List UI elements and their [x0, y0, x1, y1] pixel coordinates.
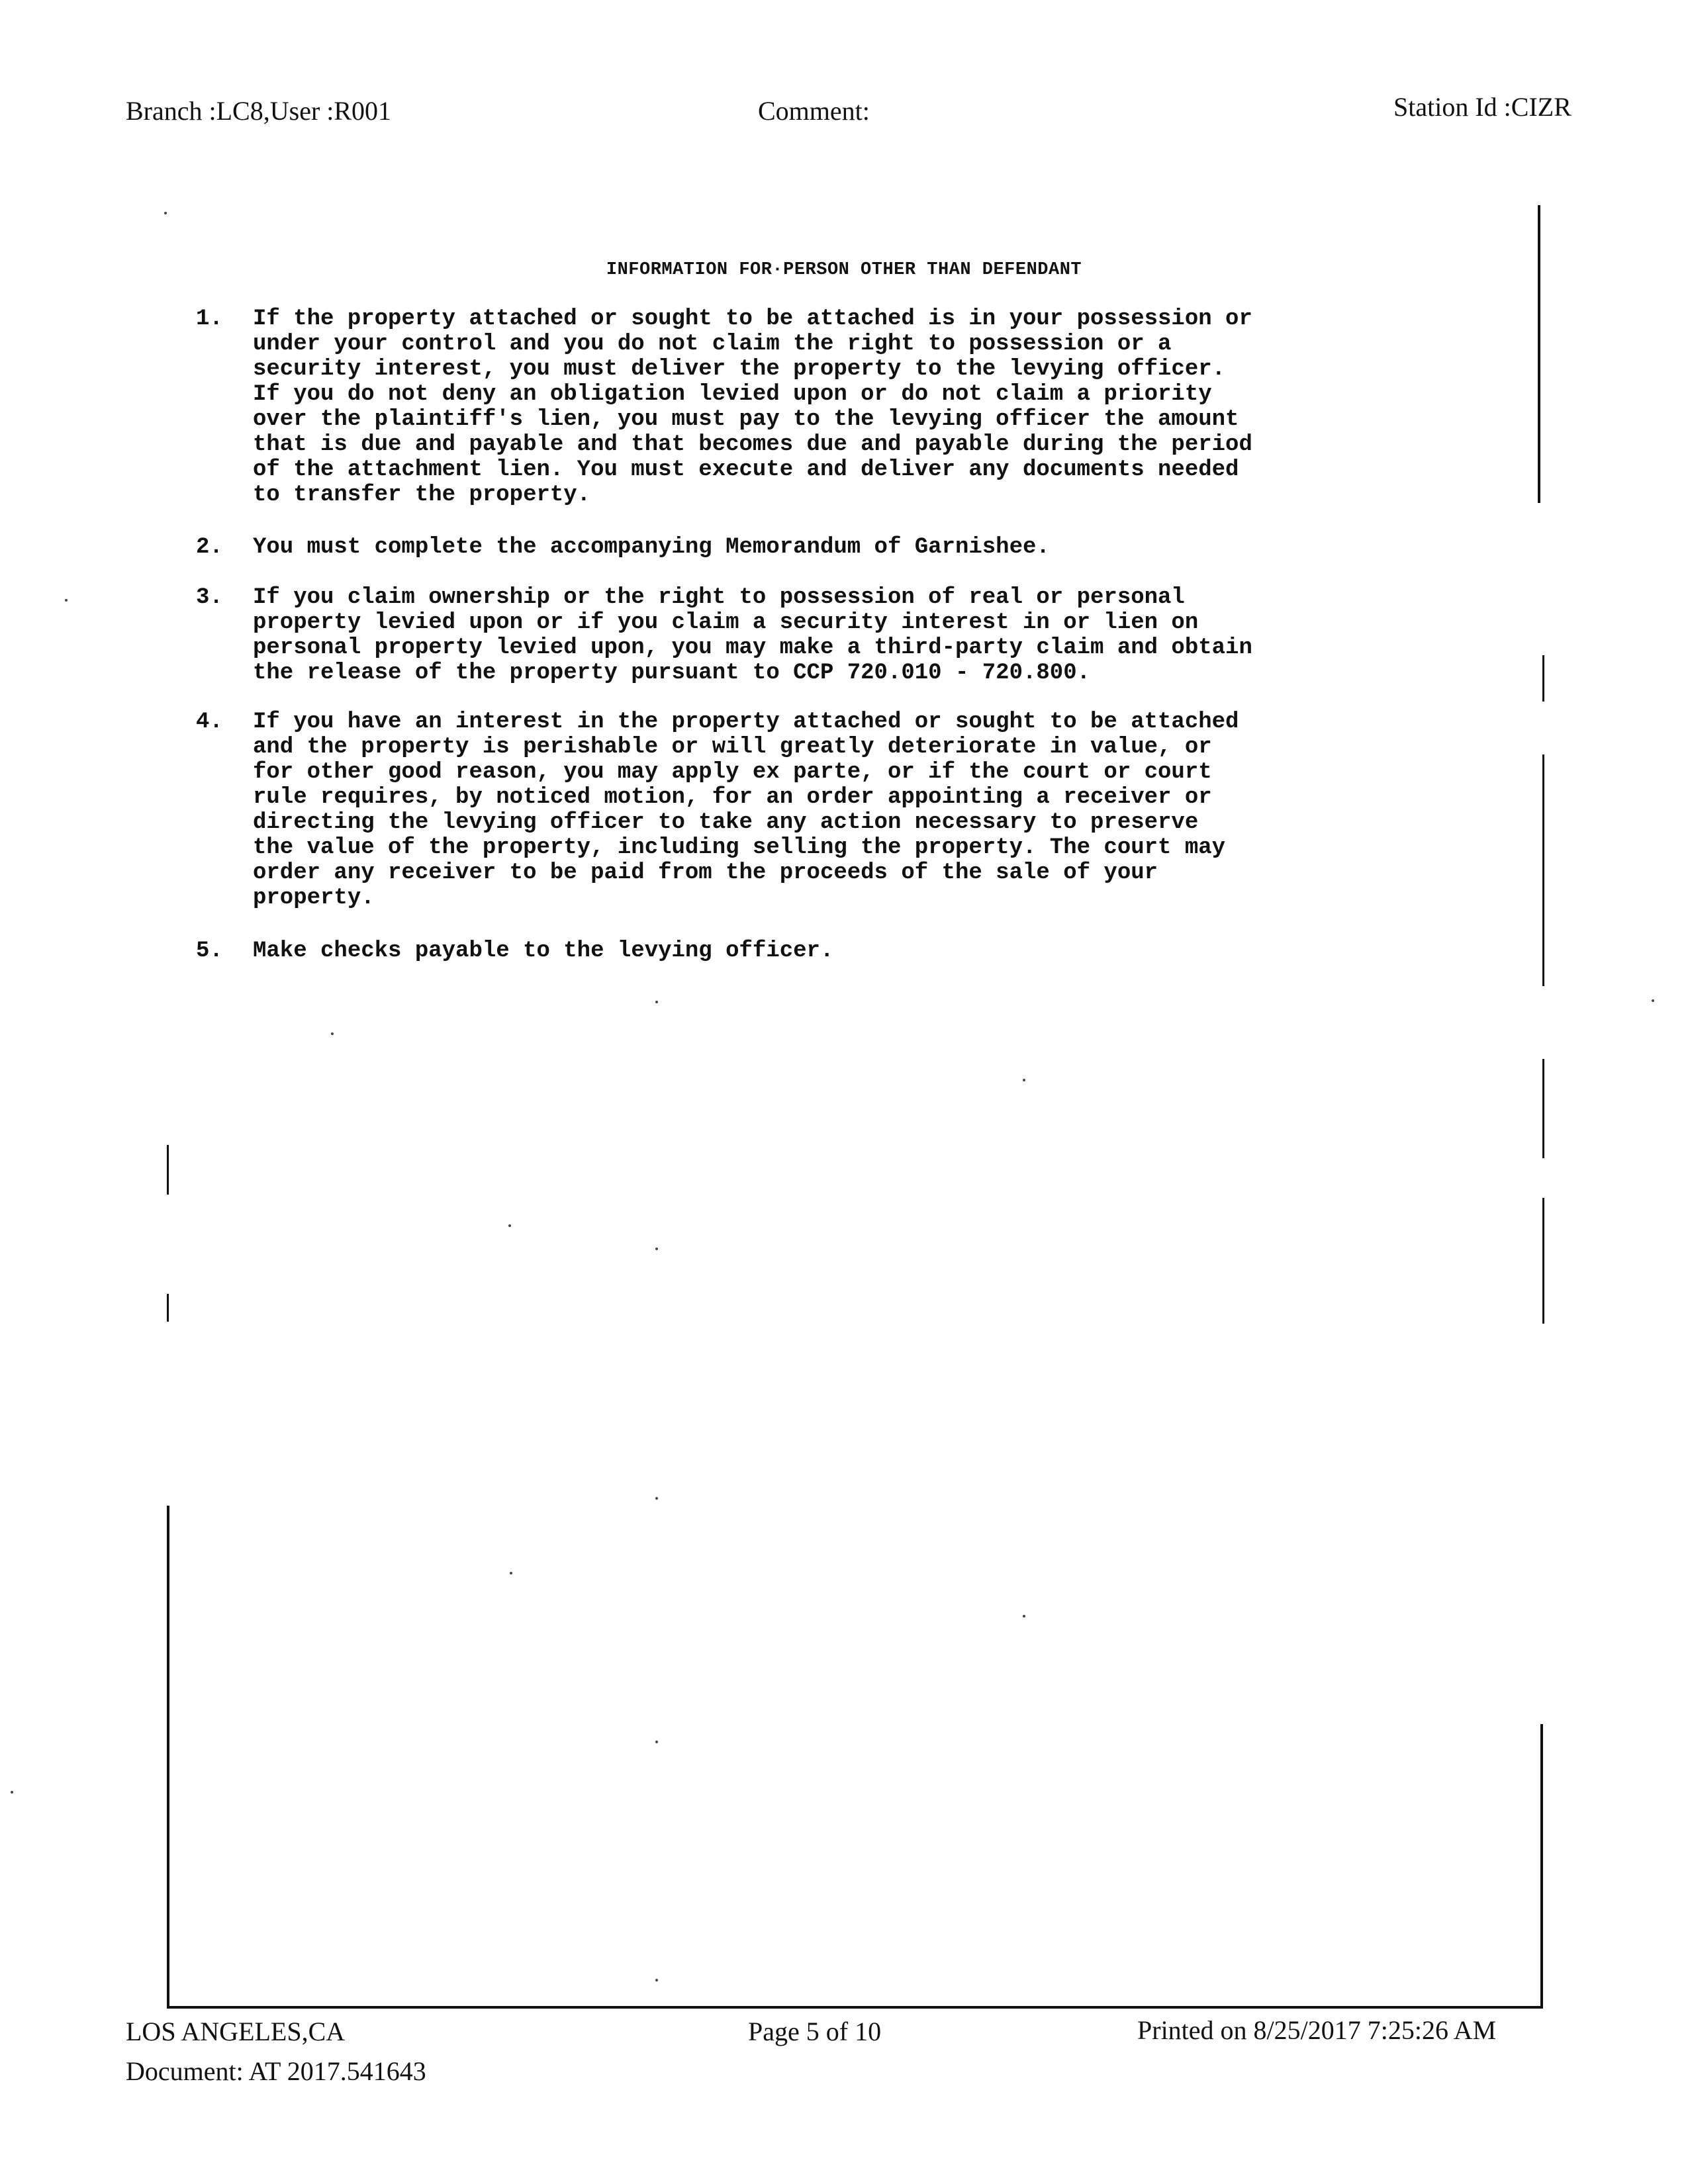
list-item-text	[253, 938, 1312, 964]
list-item-number: 4.	[196, 709, 223, 735]
list-item-number: 3.	[196, 585, 223, 610]
footer-location: LOS ANGELES,CA	[126, 2017, 346, 2046]
text-line: If you claim ownership or the right to possession of real or personal	[253, 585, 1185, 610]
list-item-number: 5.	[196, 938, 223, 964]
text-line: order any receiver to be paid from the proceeds of the sale of your	[253, 860, 1158, 886]
text-line: the release of the property pursuant to CCP 720.010 - 720.800.	[253, 660, 1091, 686]
scan-speck	[655, 1248, 658, 1250]
scan-speck	[655, 1741, 658, 1743]
text-line: security interest, you must deliver the property to the levying officer.	[253, 357, 1226, 382]
scan-speck	[1652, 999, 1654, 1002]
text-line: of the attachment lien. You must execute and deliver any documents needed	[253, 457, 1239, 482]
frame-left-line-a	[167, 1145, 169, 1195]
scan-speck	[655, 1497, 658, 1500]
text-line: If you have an interest in the property attached or sought to be attached	[253, 709, 1239, 735]
footer-printed-timestamp: Printed on 8/25/2017 7:25:26 AM	[1137, 2015, 1497, 2045]
frame-bottom-line	[167, 2006, 1543, 2009]
text-line: Make checks payable to the levying officer.	[253, 938, 834, 964]
text-line: to transfer the property.	[253, 482, 591, 508]
scan-speck	[508, 1224, 511, 1227]
header-branch-user: Branch :LC8,User :R001	[126, 96, 392, 126]
list-item-text	[253, 585, 1312, 686]
header-comment: Comment:	[758, 96, 870, 126]
list-item-text	[253, 535, 1312, 560]
text-line: that is due and payable and that becomes due and payable during the period	[253, 432, 1252, 457]
frame-left-line-b	[167, 1294, 169, 1322]
scan-speck	[331, 1032, 334, 1035]
scan-speck	[1023, 1615, 1025, 1617]
list-item-text	[253, 306, 1312, 508]
scan-speck	[11, 1791, 13, 1794]
text-line: and the property is perishable or will greatly deteriorate in value, or	[253, 735, 1212, 760]
text-line: property.	[253, 886, 375, 911]
text-line: You must complete the accompanying Memorandum of Garnishee.	[253, 535, 1050, 560]
scan-speck	[164, 212, 167, 214]
header-station-id: Station Id :CIZR	[1393, 92, 1571, 122]
frame-right-line-b	[1542, 754, 1544, 986]
list-item-number: 2.	[196, 535, 223, 560]
scan-speck	[1023, 1079, 1025, 1081]
footer-page-number: Page 5 of 10	[748, 2017, 882, 2046]
frame-right-line-top	[1538, 205, 1540, 503]
footer-document-id: Document: AT 2017.541643	[126, 2056, 426, 2086]
text-line: the value of the property, including selling the property. The court may	[253, 835, 1226, 860]
text-line: rule requires, by noticed motion, for an order appointing a receiver or	[253, 785, 1212, 810]
list-item-number: 1.	[196, 306, 223, 332]
scan-speck	[655, 1001, 658, 1003]
scan-speck	[65, 599, 68, 602]
frame-right-line-c	[1542, 1059, 1544, 1158]
text-line: property levied upon or if you claim a security interest in or lien on	[253, 610, 1199, 635]
list-item-text	[253, 709, 1312, 911]
text-line: If the property attached or sought to be attached is in your possession or	[253, 306, 1252, 332]
scan-speck	[510, 1572, 512, 1574]
scan-speck	[655, 1979, 658, 1981]
frame-right-line-bottom	[1540, 1724, 1543, 2009]
text-line: over the plaintiff's lien, you must pay to the levying officer the amount	[253, 407, 1239, 432]
frame-right-line-d	[1542, 1198, 1544, 1324]
frame-left-line-bottom	[167, 1506, 169, 2009]
document-title: INFORMATION FOR·PERSON OTHER THAN DEFENDANT	[606, 260, 1082, 280]
text-line: If you do not deny an obligation levied upon or do not claim a priority	[253, 382, 1212, 407]
text-line: under your control and you do not claim the right to possession or a	[253, 332, 1172, 357]
text-line: directing the levying officer to take any action necessary to preserve	[253, 810, 1199, 835]
text-line: personal property levied upon, you may make a third-party claim and obtain	[253, 635, 1252, 660]
text-line: for other good reason, you may apply ex parte, or if the court or court	[253, 760, 1212, 785]
frame-right-line-a	[1542, 655, 1544, 702]
